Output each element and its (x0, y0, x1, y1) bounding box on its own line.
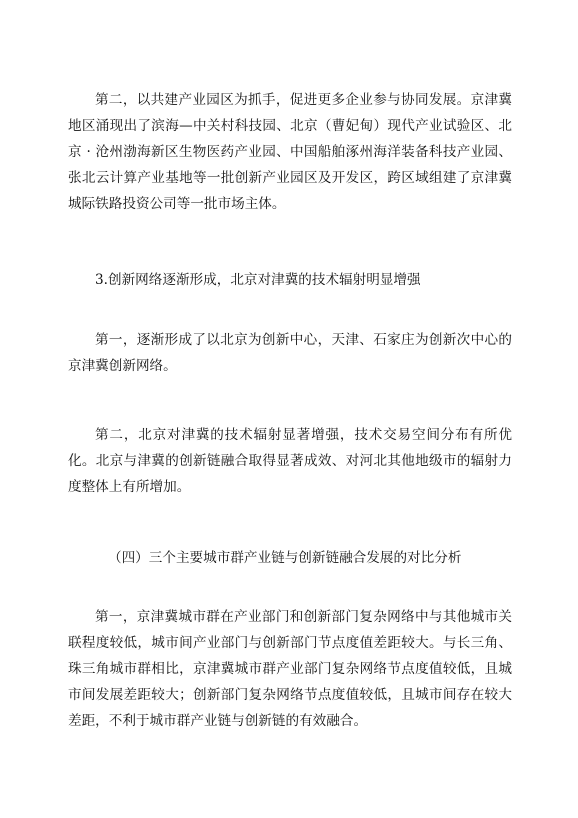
section-heading-innovation-network: 3.创新网络逐渐形成，北京对津冀的技术辐射明显增强 (95, 272, 421, 288)
paragraph-technology-radiation: 第二，北京对津冀的技术辐射显著增强，技术交易空间分布有所优化。北京与津冀的创新链融合取得显著成效、对河北其他地级市的辐射力度整体上有所增加。 (68, 427, 512, 495)
paragraph-industrial-parks: 第二，以共建产业园区为抓手，促进更多企业参与协同发展。京津冀地区涌现出了滨海—中关村科技园、北京（曹妃甸）现代产业试验区、北京 · 沧州渤海新区生物医药产业园、中国船舶涿州海洋装备科技产业园、张北云计算产业基地等一批创新产业园区及开发区，跨区域组建了京津冀城际铁路投资公司等一批市场主体。 (68, 92, 512, 212)
section-heading-comparison: （四）三个主要城市群产业链与创新链融合发展的对比分析 (108, 550, 462, 566)
paragraph-city-cluster-comparison: 第一，京津冀城市群在产业部门和创新部门复杂网络中与其他城市关联程度较低，城市间产业部门与创新部门节点度值差距较大。与长三角、珠三角城市群相比，京津冀城市群产业部门复杂网络节点度值较低，且城市间发展差距较大；创新部门复杂网络节点度值较低，且城市间存在较大差距，不利于城市群产业链与创新链的有效融合。 (68, 609, 512, 729)
paragraph-innovation-center: 第一，逐渐形成了以北京为创新中心，天津、石家庄为创新次中心的京津冀创新网络。 (68, 332, 512, 374)
